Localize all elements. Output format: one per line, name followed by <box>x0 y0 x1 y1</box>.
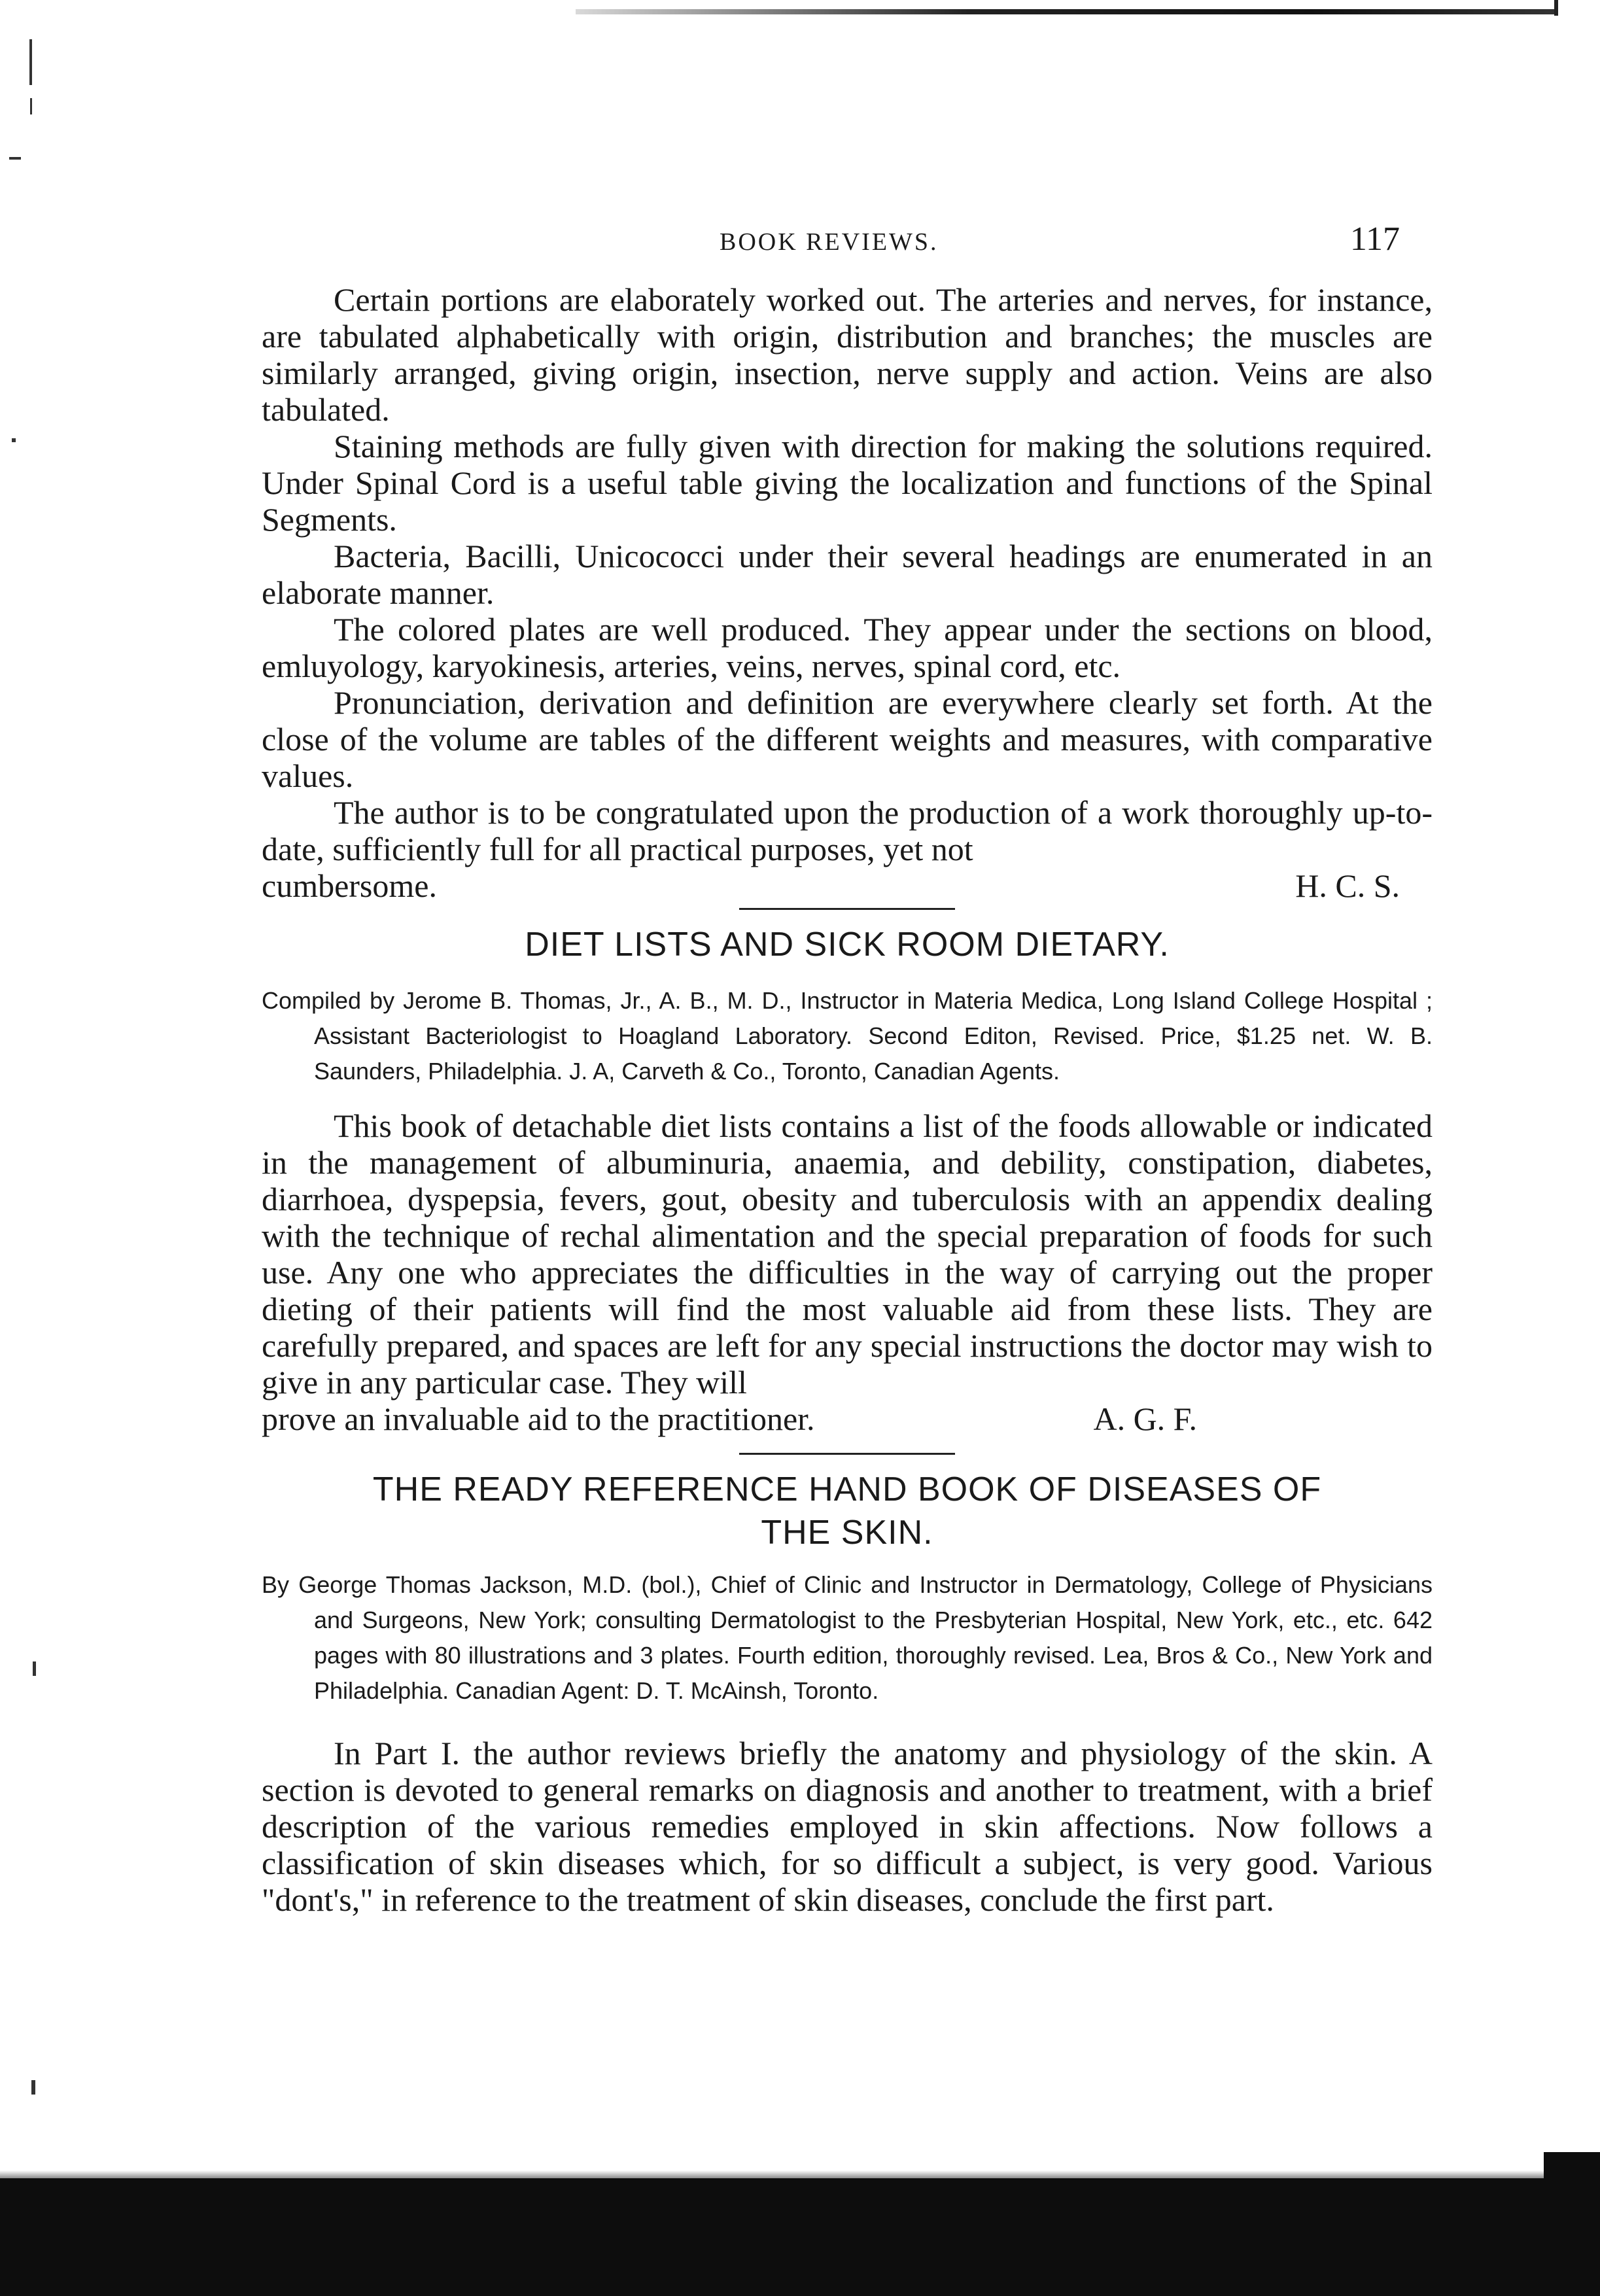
review-paragraph: Bacteria, Bacilli, Unicococci under their several headings are enumerated in an elaborate manner. <box>262 538 1433 611</box>
review-closing-tail: cumbersome. <box>262 867 437 904</box>
scan-edge-top-end <box>1554 0 1558 16</box>
margin-mark <box>33 1661 36 1676</box>
margin-mark <box>31 2080 35 2095</box>
review-closing-paragraph: The author is to be congratulated upon the production of a work thoroughly up-to-date, sufficiently full for all practical purposes, yet not <box>262 794 1433 867</box>
review-title-line: THE SKIN. <box>761 1514 933 1552</box>
margin-mark <box>30 98 32 114</box>
review-paragraph: This book of detachable diet lists contains a list of the foods allowable or indicated in the management of albuminuria, anaemia, and debility, constipation, diabetes, diarrhoea, dyspepsia, fevers, gout, obesity and tuberculosis with an appendix dealing with the technique of rechal alimentation and the special preparation of foods for such use. Any one who appreciates the difficulties in the way of carrying out the proper dieting of their patients will find the most valuable aid from these lists. They are carefully prepared, and spaces are left for any special instructions the doctor may wish to give in any particular case. They will <box>262 1107 1433 1400</box>
review-title: DIET LISTS AND SICK ROOM DIETARY. <box>525 926 1170 964</box>
review-paragraph: The colored plates are well produced. They appear under the sections on blood, emluyology, karyokinesis, arteries, veins, nerves, spinal cord, etc. <box>262 611 1433 684</box>
review-closing-line <box>262 867 1433 904</box>
margin-mark <box>12 438 16 442</box>
margin-mark <box>9 157 21 160</box>
running-head <box>262 216 1433 268</box>
scan-edge-top <box>576 9 1557 14</box>
review-paragraph: In Part I. the author reviews briefly the anatomy and physiology of the skin. A section is devoted to general remarks on diagnosis and another to treatment, with a brief description of the various remedies employed in skin affections. Now follows a classification of skin diseases which, for so difficult a subject, is very good. Various "dont's," in reference to the treatment of skin diseases, conclude the first part. <box>262 1735 1433 1918</box>
section-divider <box>739 1453 955 1455</box>
reviewer-signature: H. C. S. <box>1295 867 1400 904</box>
section-divider <box>739 908 955 910</box>
review-paragraph: Staining methods are fully given with direction for making the solutions required. Under Spinal Cord is a useful table giving the localization and functions of the Spinal Segments. <box>262 428 1433 538</box>
review-paragraph: Pronunciation, derivation and definition are everywhere clearly set forth. At the close of the volume are tables of the different weights and measures, with comparative values. <box>262 684 1433 794</box>
running-title: BOOK REVIEWS. <box>720 228 939 256</box>
review-anatomy-dictionary <box>262 281 1433 904</box>
review-paragraph: Certain portions are elaborately worked out. The arteries and nerves, for instance, are tabulated alphabetically with origin, distribution and branches; the muscles are similarly arranged, giving origin, insection, nerve supply and action. Veins are also tabulated. <box>262 281 1433 428</box>
review-diet-lists <box>262 923 1433 1437</box>
review-citation: Compiled by Jerome B. Thomas, Jr., A. B., M. D., Instructor in Materia Medica, Long Island College Hospital ; Assistant Bacteriologist to Hoagland Laboratory. Second Editon, Revised. Price, $1.25 net. W. B. Saunders, Philadelphia. J. A, Carveth & Co., Toronto, Canadian Agents. <box>262 987 1433 1085</box>
reviewer-signature: A. G. F. <box>1093 1400 1197 1437</box>
review-closing-line <box>262 1400 1433 1437</box>
review-title-line: THE READY REFERENCE HAND BOOK OF DISEASES OF <box>372 1470 1322 1508</box>
margin-mark <box>29 39 32 85</box>
review-skin-diseases <box>262 1468 1433 1918</box>
review-closing-tail: prove an invaluable aid to the practitioner. <box>262 1400 815 1437</box>
scan-edge-bottom <box>0 2178 1600 2296</box>
page-number: 117 <box>1349 220 1400 258</box>
book-page <box>262 216 1433 1918</box>
scan-edge-bottom-corner <box>1544 2152 1600 2191</box>
review-citation: By George Thomas Jackson, M.D. (bol.), Chief of Clinic and Instructor in Dermatology, College of Physicians and Surgeons, New York; consulting Dermatologist to the Presbyterian Hospital, New York, etc., etc. 642 pages with 80 illustrations and 3 plates. Fourth edition, thoroughly revised. Lea, Bros & Co., New York and Philadelphia. Canadian Agent: D. T. McAinsh, Toronto. <box>262 1571 1433 1704</box>
